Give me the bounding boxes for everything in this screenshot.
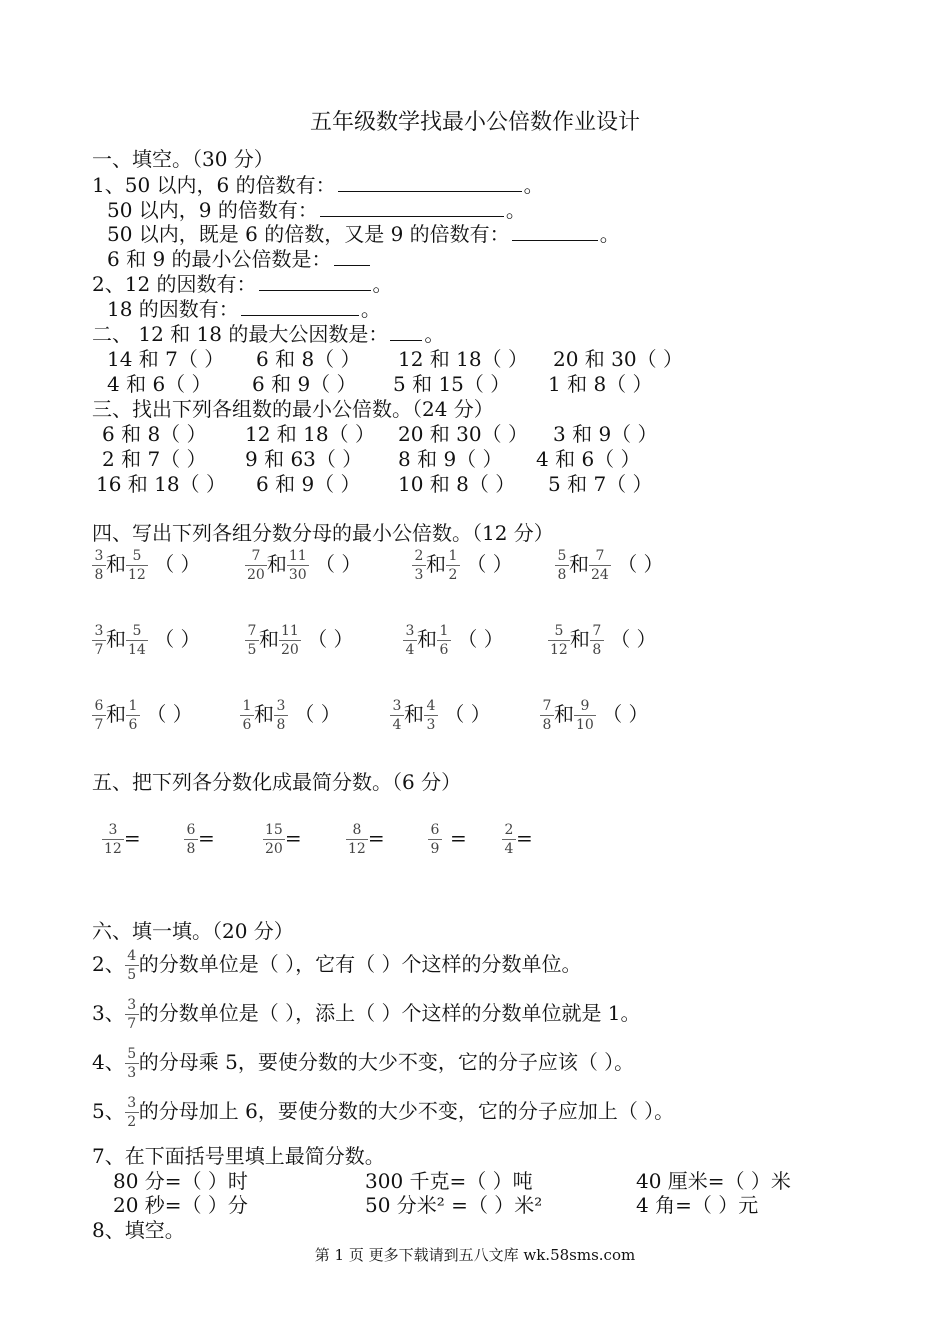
question-number: 5、 (92, 1099, 125, 1123)
question-1b-text: 50 以内，9 的倍数有： (107, 198, 318, 222)
fraction: $\frac{8}{12}$ (348, 822, 366, 857)
and-label: 和 (106, 552, 126, 576)
fraction: $\frac{3}{4}$ (391, 698, 403, 733)
fraction: $\frac{4}{3}$ (425, 698, 437, 733)
question-2b (107, 297, 381, 321)
fraction: $\frac{7}{24}$ (591, 548, 609, 583)
answer-parens[interactable]: （ ） (146, 702, 193, 726)
question-2b-end: 。 (360, 297, 381, 321)
s6-question-8: 8、填空。 (92, 1218, 185, 1242)
section-6-heading: 六、填一填。（20 分） (92, 919, 294, 943)
question-1c-text: 50 以内，既是 6 的倍数，又是 9 的倍数有： (107, 222, 510, 246)
s3-row3-item2: 6 和 9（ ） (256, 472, 361, 496)
question-text: 的分数单位是（ ），添上（ ）个这样的分数单位就是 1。 (138, 1001, 641, 1025)
answer-parens[interactable]: （ ） (154, 552, 201, 576)
question-1a (92, 173, 544, 197)
page-title: 五年级数学找最小公倍数作业设计 (309, 110, 640, 135)
s4-pair (390, 698, 491, 733)
s2-row1-item1: 14 和 7（ ） (107, 347, 225, 371)
answer-parens[interactable]: （ ） (154, 627, 201, 651)
s3-row3-item1: 16 和 18（ ） (96, 472, 226, 496)
question-number: 4、 (92, 1050, 125, 1074)
answer-blank[interactable] (334, 247, 370, 266)
fraction: $\frac{5}{3}$ (126, 1046, 138, 1081)
answer-parens[interactable]: （ ） (617, 552, 664, 576)
s4-pair (245, 548, 361, 583)
s5-fraction-item (346, 822, 385, 857)
section-5-heading: 五、把下列各分数化成最简分数。（6 分） (92, 770, 462, 794)
fraction: $\frac{2}{4}$ (503, 822, 515, 857)
question-number: 2、 (92, 952, 125, 976)
fraction: $\frac{1}{6}$ (127, 698, 139, 733)
s4-pair (555, 548, 664, 583)
fraction: $\frac{4}{5}$ (126, 948, 138, 983)
s6-question-7: 7、在下面括号里填上最简分数。 (92, 1144, 385, 1168)
s4-pair (540, 698, 649, 733)
fraction: $\frac{5}{12}$ (550, 623, 568, 658)
fraction: $\frac{3}{7}$ (93, 623, 105, 658)
answer-parens[interactable]: （ ） (315, 552, 362, 576)
question-1b (107, 198, 526, 222)
and-label: 和 (259, 627, 279, 651)
answer-blank[interactable] (320, 198, 504, 217)
question-text: 的分数单位是（ ），它有（ ）个这样的分数单位。 (138, 952, 582, 976)
s6-question-3 (92, 997, 641, 1032)
question-1a-end: 。 (523, 173, 544, 197)
question-2a-text: 2、12 的因数有： (92, 272, 257, 296)
fraction: $\frac{3}{2}$ (126, 1095, 138, 1130)
s5-fraction-item (263, 822, 302, 857)
unit-conversion: 4 角=（ ）元 (636, 1193, 759, 1217)
fraction: $\frac{3}{7}$ (126, 997, 138, 1032)
s3-row3-item4: 5 和 7（ ） (548, 472, 653, 496)
fraction: $\frac{11}{30}$ (288, 548, 307, 583)
equals-sign: = (367, 826, 385, 850)
and-label: 和 (569, 552, 589, 576)
question-2a (92, 272, 393, 296)
unit-conversion: 80 分=（ ）时 (113, 1169, 248, 1193)
and-label: 和 (266, 552, 287, 576)
s3-row1-item3: 20 和 30（ ） (398, 422, 528, 446)
fraction: $\frac{5}{8}$ (556, 548, 568, 583)
s4-pair (92, 548, 201, 583)
s3-row1-item2: 12 和 18（ ） (245, 422, 375, 446)
section-2-heading (92, 322, 444, 346)
question-text: 的分母加上 6，要使分数的大少不变，它的分子应加上（ ）。 (138, 1099, 675, 1123)
s5-fraction-item (102, 822, 141, 857)
question-1d-text: 6 和 9 的最小公倍数是： (107, 247, 332, 271)
s2-row2-item3: 5 和 15（ ） (393, 372, 511, 396)
question-1b-end: 。 (505, 198, 526, 222)
section-2-heading-text: 二、 12 和 18 的最大公因数是： (92, 322, 389, 346)
fraction: $\frac{7}{8}$ (541, 698, 553, 733)
s3-row2-item4: 4 和 6（ ） (536, 447, 641, 471)
and-label: 和 (106, 627, 126, 651)
answer-parens[interactable]: （ ） (307, 627, 354, 651)
fraction: $\frac{9}{10}$ (576, 698, 594, 733)
question-2b-text: 18 的因数有： (107, 297, 239, 321)
and-label: 和 (417, 627, 437, 651)
s2-row2-item4: 1 和 8（ ） (548, 372, 653, 396)
s3-row2-item2: 9 和 63（ ） (245, 447, 363, 471)
fraction: $\frac{1}{2}$ (447, 548, 459, 583)
fraction: $\frac{7}{8}$ (591, 623, 603, 658)
answer-blank[interactable] (241, 297, 359, 316)
equals-sign: = (450, 826, 467, 850)
fraction: $\frac{5}{12}$ (128, 548, 146, 583)
s3-row1-item4: 3 和 9（ ） (553, 422, 658, 446)
and-label: 和 (554, 702, 574, 726)
answer-parens[interactable]: （ ） (610, 627, 657, 651)
equals-sign: = (284, 826, 302, 850)
equals-sign: = (516, 826, 533, 850)
s3-row1-item1: 6 和 8（ ） (102, 422, 207, 446)
section-2-heading-end: 。 (424, 322, 445, 346)
question-1d (107, 247, 372, 271)
answer-parens[interactable]: （ ） (457, 627, 504, 651)
s3-row2-item3: 8 和 9（ ） (398, 447, 503, 471)
and-label: 和 (426, 552, 446, 576)
and-label: 和 (106, 702, 126, 726)
s6-question-4 (92, 1046, 634, 1081)
question-1c-end: 。 (599, 222, 620, 246)
fraction: $\frac{5}{14}$ (128, 623, 146, 658)
section-4-heading: 四、写出下列各组分数分母的最小公倍数。（12 分） (92, 521, 554, 545)
answer-parens[interactable]: （ ） (294, 702, 341, 726)
s5-fraction-item (502, 822, 533, 857)
equals-sign: = (198, 826, 215, 850)
s6-question-5 (92, 1095, 674, 1130)
s4-pair (92, 698, 193, 733)
s4-pair (548, 623, 657, 658)
s6-question-2 (92, 948, 581, 983)
question-text: 的分母乘 5，要使分数的大少不变，它的分子应该（ ）。 (138, 1050, 635, 1074)
s4-pair (412, 548, 513, 583)
question-1a-text: 1、50 以内，6 的倍数有： (92, 173, 336, 197)
s2-row2-item2: 6 和 9（ ） (252, 372, 357, 396)
fraction: $\frac{6}{9}$ (429, 822, 441, 857)
s3-row2-item1: 2 和 7（ ） (102, 447, 207, 471)
s2-row1-item2: 6 和 8（ ） (256, 347, 361, 371)
unit-conversion: 300 千克=（ ）吨 (365, 1169, 533, 1193)
answer-blank[interactable] (338, 173, 522, 192)
fraction: $\frac{7}{20}$ (247, 548, 265, 583)
fraction: $\frac{1}{6}$ (438, 623, 450, 658)
fraction: $\frac{6}{8}$ (185, 822, 197, 857)
s5-fraction-item (184, 822, 215, 857)
s5-fraction-item (428, 822, 467, 857)
and-label: 和 (569, 627, 590, 651)
unit-conversion: 20 秒=（ ）分 (113, 1193, 248, 1217)
and-label: 和 (404, 702, 424, 726)
fraction: $\frac{2}{3}$ (413, 548, 425, 583)
answer-parens[interactable]: （ ） (466, 552, 513, 576)
fraction: $\frac{1}{6}$ (241, 698, 253, 733)
fraction: $\frac{3}{8}$ (93, 548, 105, 583)
fraction: $\frac{11}{20}$ (281, 623, 299, 658)
fraction: $\frac{3}{4}$ (404, 623, 416, 658)
answer-blank[interactable] (512, 222, 598, 241)
and-label: 和 (254, 702, 274, 726)
answer-parens[interactable]: （ ） (602, 702, 649, 726)
s4-pair (245, 623, 354, 658)
s3-row3-item3: 10 和 8（ ） (398, 472, 516, 496)
section-3-heading: 三、找出下列各组数的最小公倍数。（24 分） (92, 397, 494, 421)
equals-sign: = (123, 826, 141, 850)
fraction: $\frac{15}{20}$ (265, 822, 283, 857)
unit-conversion: 50 分米² =（ ）米² (365, 1193, 543, 1217)
answer-parens[interactable]: （ ） (444, 702, 491, 726)
s2-row1-item3: 12 和 18（ ） (398, 347, 528, 371)
question-1c (107, 222, 620, 246)
s4-pair (240, 698, 341, 733)
question-2a-end: 。 (372, 272, 393, 296)
fraction: $\frac{7}{5}$ (246, 623, 258, 658)
answer-blank[interactable] (390, 322, 422, 341)
section-1-heading: 一、填空。（30 分） (92, 147, 274, 171)
fraction: $\frac{3}{8}$ (275, 698, 287, 733)
fraction: $\frac{3}{12}$ (104, 822, 122, 857)
s4-pair (92, 623, 201, 658)
answer-blank[interactable] (259, 272, 371, 291)
page-footer: 第 1 页 更多下载请到五八文库 wk.58sms.com (314, 1246, 636, 1264)
question-number: 3、 (92, 1001, 125, 1025)
s2-row1-item4: 20 和 30（ ） (553, 347, 683, 371)
unit-conversion: 40 厘米=（ ）米 (636, 1169, 791, 1193)
s2-row2-item1: 4 和 6（ ） (107, 372, 212, 396)
s4-pair (403, 623, 504, 658)
fraction: $\frac{6}{7}$ (93, 698, 105, 733)
